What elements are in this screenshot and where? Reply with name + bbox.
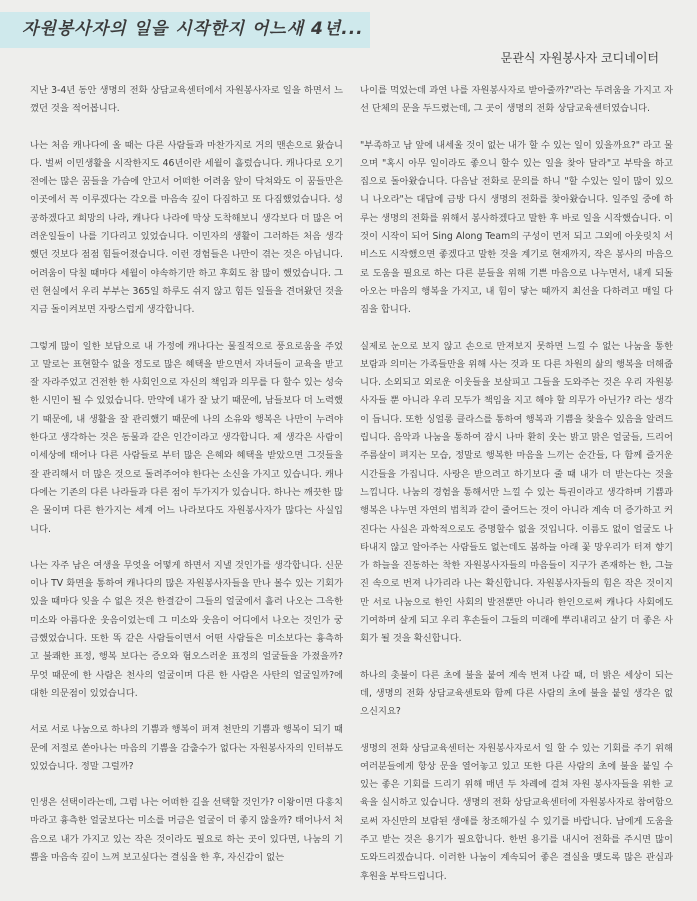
paragraph: 실제로 눈으로 보지 않고 손으로 만져보지 못하면 느낄 수 없는 나눔을 통한 보람과 의미는 가족들만을 위해 사는 것과 또 다른 차원의 삶의 행복을 더해줍니다. 소외되고 외로운 이웃들을 보살피고 그들을 도와주는 것은 우리 자원봉사자들 뿐 아니라 우리 모두가 책임을 지고 해야 할 의무가 아닌가? 라는 생각이 듭니다. 또한 싱얼롱 클라스를 통하여 행복과 기쁨을 찾을수 있음을 알려드립니다. 음악과 나눔을 통하여 잠시 나마 환히 웃는 밝고 맑은 얼굴들, 드리어 주름살이 펴지는 모습, 정말로 행복한 마음을 느끼는 순간들, 다 함께 즐거운 시간들을 가집니다. 사랑은 받으려고 하기보다 줄 때 내가 더 받는다는 것을 느낍니다. 나눔의 경험을 통해서만 느낄 수 있는 특권이라고 생각하며 기쁨과 행복은 나누면 자연의 법칙과 같이 줄어드는 것이 아니라 계속 더 증가하고 커진다는 사실은 과학적으로도 증명할수 없을 것입니다. 이름도 없이 얼굴도 나타내지 않고 알아주는 사람들도 없는데도 봄하늘 아래 꽃 망우리가 터져 향기가 하늘을 진동하는 착한 자원봉사자들의 마음들이 지구가 존재하는 한, 그늘진 속으로 번져 나가리라 나는 확신합니다. 자원봉사자들의 힘은 작은 것이지만 서로 나눔으로 한인 사회의 발전뿐만 아니라 한인으로써 캐나다 사회에도 기여하며 살게 되고 우리 후손들이 그들의 미래에 뿌리내리고 살기 더 좋은 사회가 될 것을 확신합니다. (360, 340, 673, 645)
paragraph: 나이를 먹었는데 과연 나를 자원봉사자로 받아줄까?"라는 두려움을 가지고 자선 단체의 문을 두드렸는데, 그 곳이 생명의 전화 상담교육센터였습니다. (360, 85, 673, 115)
paragraph: 인생은 선택이라는데, 그럼 나는 어떠한 길을 선택할 것인가? 이왕이면 다홍치마라고 흉측한 얼굴보다는 미소를 머금은 얼굴이 더 좋지 않을까? 태어나서 처음으로 내가 가지고 있는 작은 것이라도 필요로 하는 곳이 있다면, 나눔의 기쁨을 마음속 깊이 느껴 보고싶다는 결심을 한 후, 자신감이 없는 (30, 797, 343, 863)
paragraph: 서로 서로 나눔으로 하나의 기쁨과 행복이 퍼져 천만의 기쁨과 행복이 되기 때문에 저절로 쏟아나는 마음의 기쁨을 감출수가 없다는 자원봉사자의 인터뷰도 있었습니다. 정말 그럴까? (30, 724, 343, 772)
paragraph: 생명의 전화 상담교육센터는 자원봉사자로서 일 할 수 있는 기회를 주기 위해 여러분들에게 항상 문을 열어놓고 있고 또한 다른 사람의 초에 불을 붙일 수 있는 좋은 기회를 드리기 위해 매년 두 차례에 걸쳐 자원 봉사자들을 위한 교육을 실시하고 있습니다. 생명의 전화 상담교육센터에 자원봉사자로 참여함으로써 자신만의 보람된 생애를 창조해가실 수 있기를 바랍니다. 남에게 도움을 주고 받는 것은 용기가 필요합니다. 한번 용기를 내시어 전화를 주시면 많이 도와드리겠습니다. 이러한 나눔이 계속되어 좋은 결실을 맺도록 많은 관심과 후원을 부탁드립니다. (360, 742, 673, 882)
page-title: 자원봉사자의 일을 시작한지 어느새 4년... (22, 19, 364, 39)
paragraph: 그렇게 많이 일한 보답으로 내 가정에 캐나다는 물질적으로 풍요로움을 주었고 말로는 표현할수 없을 정도로 많은 혜택을 받으면서 자녀들이 교육을 받고 잘 자라주었고 건전한 한 사회인으로 자신의 책임과 의무를 다 할수 있는 성숙한 시민이 될 수 있었습니다. 만약에 내가 잘 났기 때문에, 남들보다 더 노력했기 때문에, 내 생활을 잘 관리했기 때문에 나의 소유와 행복은 나만이 누려야 한다고 생각하는 것은 동물과 같은 인간이라고 생각합니다. 제 생각은 사람이 이세상에 태어나 다른 사람들로 부터 많은 은혜와 혜택을 받았으면 그것들을 잘 관리해서 더 많은 것으로 돌려주어야 한다는 소신을 가지고 있습니다. 캐나다에는 기존의 다른 나라들과 다른 점이 두가지가 있습니다. 하나는 깨끗한 많은 물이며 다른 한가지는 세계 어느 나라보다도 자원봉사자가 많다는 사실입니다. (30, 340, 343, 535)
paragraph: 나는 처음 캐나다에 올 때는 다른 사람들과 마찬가지로 거의 맨손으로 왔습니다. 벌써 이민생활을 시작한지도 46년이란 세월이 흘렀습니다. 캐나다로 오기 전에는 많은 꿈들을 가슴에 안고서 어떠한 어려움 앞이 닥쳐와도 이 꿈들만은 이곳에서 꼭 이루겠다는 각오를 마음속 깊이 다짐하고 또 다짐했었습니다. 성공하겠다고 희망의 나라, 캐나다 나라에 막상 도착해보니 생각보다 더 많은 어려운일들이 나를 기다리고 있었습니다. 이민자의 생활이 그러하든 처음 생각했던 것보다 점점 힘들어졌습니다. 이런 경험들은 나만이 겪는 것은 아닙니다. 어려움이 닥칠 때마다 세월이 야속하기만 하고 후회도 참 많이 했었습니다. 그런 현실에서 우리 부부는 365일 하루도 쉬지 않고 힘든 일들을 견뎌왔던 것을 지금 돌이켜보면 자랑스럽게 생각합니다. (30, 139, 343, 316)
left-column (30, 82, 343, 897)
paragraph: "부족하고 남 앞에 내세울 것이 없는 내가 할 수 있는 일이 있을까요?" 라고 물으며 "혹시 아무 일이라도 좋으니 할수 있는 일을 찾아 달라"고 부탁을 하고 집으로 돌아왔습니다. 다음날 전화로 문의를 하니 "할 수있는 일이 많이 있으니 나오라"는 대답에 금방 다시 생명의 전화를 찾아왔습니다. 일주일 중에 하루는 생명의 전화를 위해서 봉사하겠다고 말한 후 바로 일을 시작했습니다. 이것이 시작이 되어 Sing Along Team의 구성이 먼저 되고 그외에 아웃릿치 서비스도 시작했으면 좋겠다고 말한 것을 계기로 현재까지, 작은 봉사의 마음으로 도움을 필요로 하는 다른 분들을 위해 기쁜 마음으로 나누면서, 내게 되돌아오는 마음의 행복을 가지고, 내 힘이 닿는 때까지 최선을 다하려고 매일 다짐을 합니다. (360, 139, 673, 316)
paragraph: 나는 자주 남은 여생을 무엇을 어떻게 하면서 지낼 것인가를 생각합니다. 신문이나 TV 화면을 통하여 캐나다의 많은 자원봉사자들을 만나 볼수 있는 기회가 있을 때마다 잊을 수 없은 것은 한결같이 그들의 얼굴에서 흘러 나오는 그윽한 미소와 아름다운 웃음이었는데 그 미소와 웃음이 어디에서 나오는 것인가 궁금했었습니다. 또한 똑 같은 사람들이면서 어떤 사람들은 미소보다는 흉측하고 불쾌한 표정, 행복 보다는 증오와 혐오스러운 표정의 얼굴들을 가졌을까? 무엇 때문에 한 사람은 천사의 얼굴이며 다른 한 사람은 사탄의 얼굴일까?에 대한 의문점이 있었습니다. (30, 559, 343, 699)
right-column (360, 82, 673, 897)
paragraph: 지난 3-4년 동안 생명의 전화 상담교육센터에서 자원봉사자로 일을 하면서 느꼈던 것을 적어봅니다. (30, 85, 343, 115)
paragraph: 하나의 촛불이 다른 초에 불을 붙여 계속 번져 나갈 때, 더 밝은 세상이 되는데, 생명의 전화 상담교육센토와 함께 다른 사람의 초에 불을 붙일 생각은 없으신지요? (360, 669, 673, 718)
author-byline: 문관식 자원봉사자 코디네이터 (500, 51, 659, 65)
